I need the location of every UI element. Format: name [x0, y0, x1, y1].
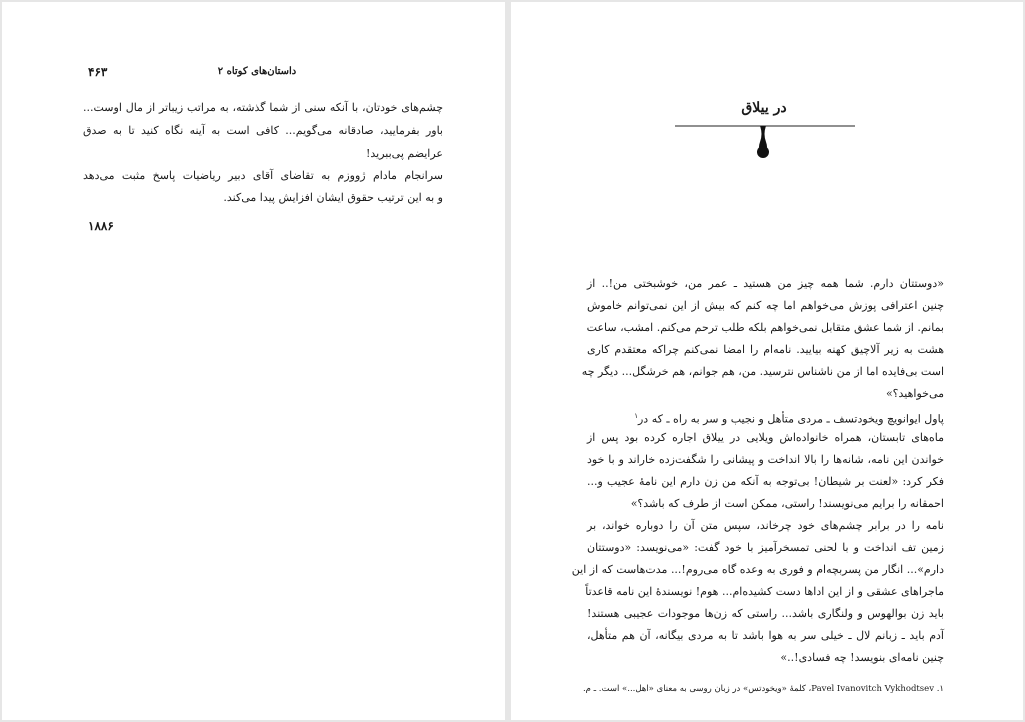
- left-page-text: [2, 2, 505, 302]
- text-line: ماه‌های تابستان، همراه خانواده‌اش ویلایی در ییلاق اجاره کرده بود پس از: [587, 431, 944, 444]
- footnote: ۱. Pavel Ivanovitch Vykhodtsev، کلمهٔ «ویخودتس» در زبان روسی به معنای «اهل...» است. ـ م.: [582, 684, 944, 694]
- text-line: «دوستتان دارم. شما همه چیز من هستید ـ عمر من، خوشبختی من!.. از: [587, 277, 944, 290]
- text-line: احمقانه را برایم می‌نویسند! راستی، ممکن است از طرف که باشد؟»: [630, 497, 944, 510]
- text-line: آدم باید ـ زبانم لال ـ خیلی سر به هوا باشد تا به مردی بیگانه، آن هم متأهل،: [587, 629, 944, 642]
- left-page: [2, 2, 505, 720]
- text-line: زمین تف انداخت و با لحنی تمسخرآمیز با خود گفت: «می‌نویسد: «دوستتان: [587, 541, 944, 554]
- text-line: هشت به زیر آلاچیق کهنه بیایید. نامه‌ام را امضا نمی‌کنم چراکه معتقدم کاری: [587, 343, 944, 356]
- text-segment: پاول ایوانویچ ویخودتسف ـ مردی متأهل و نجیب و سر به راه ـ که در: [638, 412, 944, 426]
- text-line: باور بفرمایید، صادقانه می‌گویم... کافی است به آینه نگاه کنید تا به صدق: [83, 124, 443, 137]
- text-line: ماجراهای عشقی و از این اداها دست کشیده‌ام... هوم! نویسندهٔ این نامه قاعدتاً: [585, 585, 944, 598]
- text-line: نامه را در برابر چشم‌های خود چرخاند، سپس متن آن را دوباره خواند، بر: [587, 519, 944, 532]
- text-line: بمانم. از شما عشق متقابل نمی‌خواهم بلکه طلب ترحم می‌کنم. امشب، ساعت: [586, 321, 944, 334]
- text-line: و به این ترتیب حقوق ایشان افزایش پیدا می‌کند.: [223, 191, 443, 204]
- text-line: چشم‌های خودتان، با آنکه سنی از شما گذشته، به مراتب زیباتر از مال اوست...: [83, 101, 443, 114]
- text-line: دارم»... انگار من پسربچه‌ام و فوری به وعده گاه می‌روم!... مدت‌هاست که از این: [571, 563, 944, 576]
- story-title: در ییلاق: [741, 100, 787, 116]
- page-number: ۴۶۳: [88, 65, 108, 79]
- text-line: است بی‌فایده اما از من ناشناس نترسید. من، هم جوانم، هم خرشگل... دیگر چه: [581, 365, 944, 378]
- right-page: [511, 2, 1023, 720]
- text-line: چنین اعترافی پوزش می‌خواهم اما چه کنم که بیش از این نمی‌توانم خاموش: [587, 299, 944, 312]
- text-line: خواندن این نامه، شانه‌ها را بالا انداخت و پیشانی را شگفت‌زده خاراند و با خود: [587, 453, 944, 466]
- text-line: فکر کرد: «لعنت بر شیطان! بی‌توجه به آنکه من زن دارم این نامهٔ عجیب و...: [587, 475, 944, 488]
- text-line: باید زن بوالهوس و ولنگاری باشد... راستی که زن‌ها موجودات عجیبی هستند!: [587, 607, 944, 620]
- text-line: عرایضم پی‌ببرید!: [365, 147, 443, 160]
- text-line: سرانجام مادام ژووزم به تقاضای آقای دبیر ریاضیات پاسخ مثبت می‌دهد: [83, 169, 443, 182]
- footnote-marker: ۱: [634, 412, 638, 420]
- running-title: داستان‌های کوتاه ۲: [217, 66, 297, 77]
- story-year: ۱۸۸۶: [88, 219, 114, 233]
- right-page-text: [511, 2, 1023, 682]
- text-line: می‌خواهید؟»: [885, 387, 944, 400]
- text-line: چنین نامه‌ای بنویسد! چه فسادی!..»: [780, 651, 944, 664]
